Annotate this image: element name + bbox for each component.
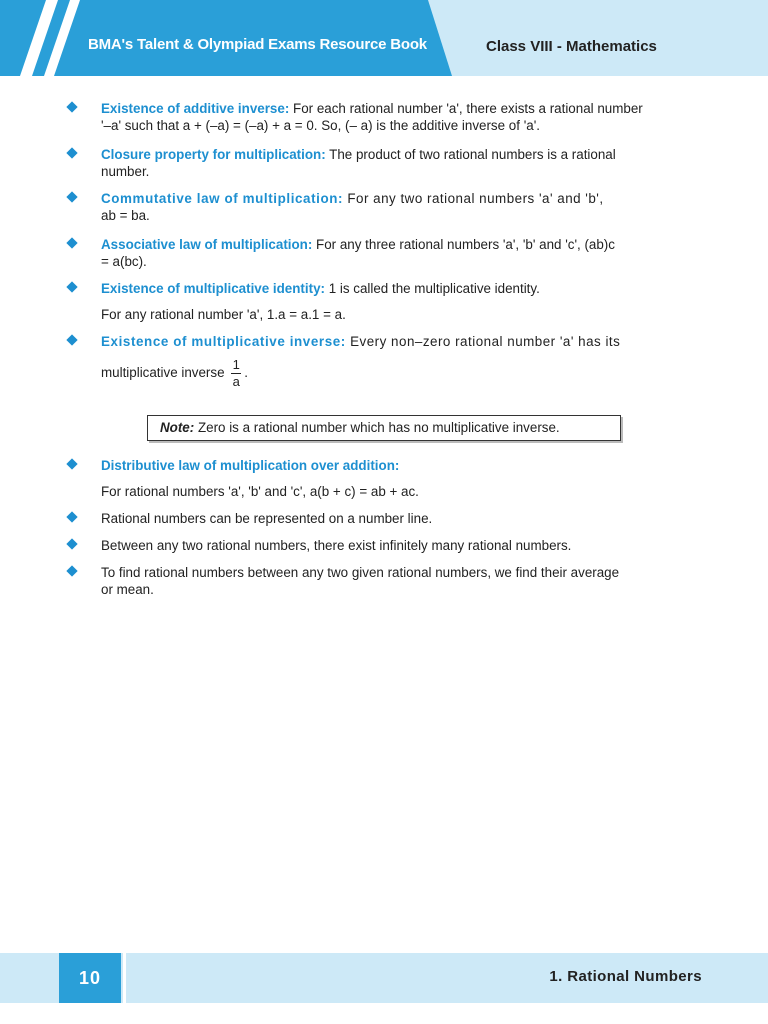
item-text-line2: For rational numbers 'a', 'b' and 'c', a(b + c) = ab + ac. xyxy=(101,484,419,499)
list-item xyxy=(66,100,706,134)
diamond-bullet-icon xyxy=(66,538,77,549)
list-item xyxy=(66,236,706,270)
item-text: The product of two rational numbers is a rational xyxy=(325,147,616,162)
property-term: Commutative law of multiplication: xyxy=(101,191,344,206)
diamond-bullet-icon xyxy=(66,334,77,345)
list-item xyxy=(66,510,706,527)
item-text: Between any two rational numbers, there exist infinitely many rational numbers. xyxy=(101,538,572,553)
diamond-bullet-icon xyxy=(66,237,77,248)
list-item xyxy=(66,564,706,598)
diamond-bullet-icon xyxy=(66,511,77,522)
list-item xyxy=(66,190,706,224)
property-term: Existence of additive inverse: xyxy=(101,101,290,116)
item-text-line2: = a(bc). xyxy=(101,254,147,269)
item-text-line2: ab = ba. xyxy=(101,208,150,223)
class-label: Class VIII - Mathematics xyxy=(486,38,657,55)
property-term: Distributive law of multiplication over addition: xyxy=(101,458,400,473)
property-term: Associative law of multiplication: xyxy=(101,237,313,252)
page-number: 10 xyxy=(59,953,121,1003)
chapter-title: 1. Rational Numbers xyxy=(549,968,702,985)
item-text: For any two rational numbers 'a' and 'b', xyxy=(343,191,604,206)
item-text-line2: For any rational number 'a', 1.a = a.1 = a. xyxy=(101,307,346,322)
book-title: BMA's Talent & Olympiad Exams Resource Book xyxy=(88,36,427,53)
diamond-bullet-icon xyxy=(66,281,77,292)
list-item xyxy=(66,333,706,389)
list-item xyxy=(66,146,706,180)
property-term: Existence of multiplicative inverse: xyxy=(101,334,346,349)
note-box xyxy=(147,415,621,441)
item-text: Rational numbers can be represented on a number line. xyxy=(101,511,433,526)
item-text-line2 xyxy=(101,358,706,389)
list-item xyxy=(66,457,706,500)
diamond-bullet-icon xyxy=(66,458,77,469)
list-item xyxy=(66,537,706,554)
note-text: Zero is a rational number which has no multiplicative inverse. xyxy=(194,420,560,435)
item-text: For each rational number 'a', there exists a rational number xyxy=(289,101,643,116)
fraction-numerator: 1 xyxy=(232,357,240,372)
item-text: 1 is called the multiplicative identity. xyxy=(324,281,540,296)
property-term: Closure property for multiplication: xyxy=(101,147,326,162)
item-text: Every non–zero rational number 'a' has its xyxy=(345,334,621,349)
fraction xyxy=(231,358,241,389)
diamond-bullet-icon xyxy=(66,565,77,576)
item-text-line2: or mean. xyxy=(101,582,154,597)
footer-separator xyxy=(123,953,126,1003)
page-header xyxy=(0,0,768,78)
diamond-bullet-icon xyxy=(66,101,77,112)
item-text: To find rational numbers between any two given rational numbers, we find their average xyxy=(101,565,620,580)
fraction-denominator: a xyxy=(232,374,240,389)
diamond-bullet-icon xyxy=(66,191,77,202)
item-text-end: . xyxy=(244,365,249,381)
list-item xyxy=(66,280,706,323)
item-text: For any three rational numbers 'a', 'b' and 'c', (ab)c xyxy=(312,237,615,252)
property-term: Existence of multiplicative identity: xyxy=(101,281,325,296)
item-text-line2: '–a' such that a + (–a) = (–a) + a = 0. So, (– a) is the additive inverse of 'a'. xyxy=(101,118,540,133)
item-text-line2: number. xyxy=(101,164,150,179)
diamond-bullet-icon xyxy=(66,147,77,158)
item-text: multiplicative inverse xyxy=(101,365,225,381)
note-label: Note: xyxy=(160,420,195,435)
